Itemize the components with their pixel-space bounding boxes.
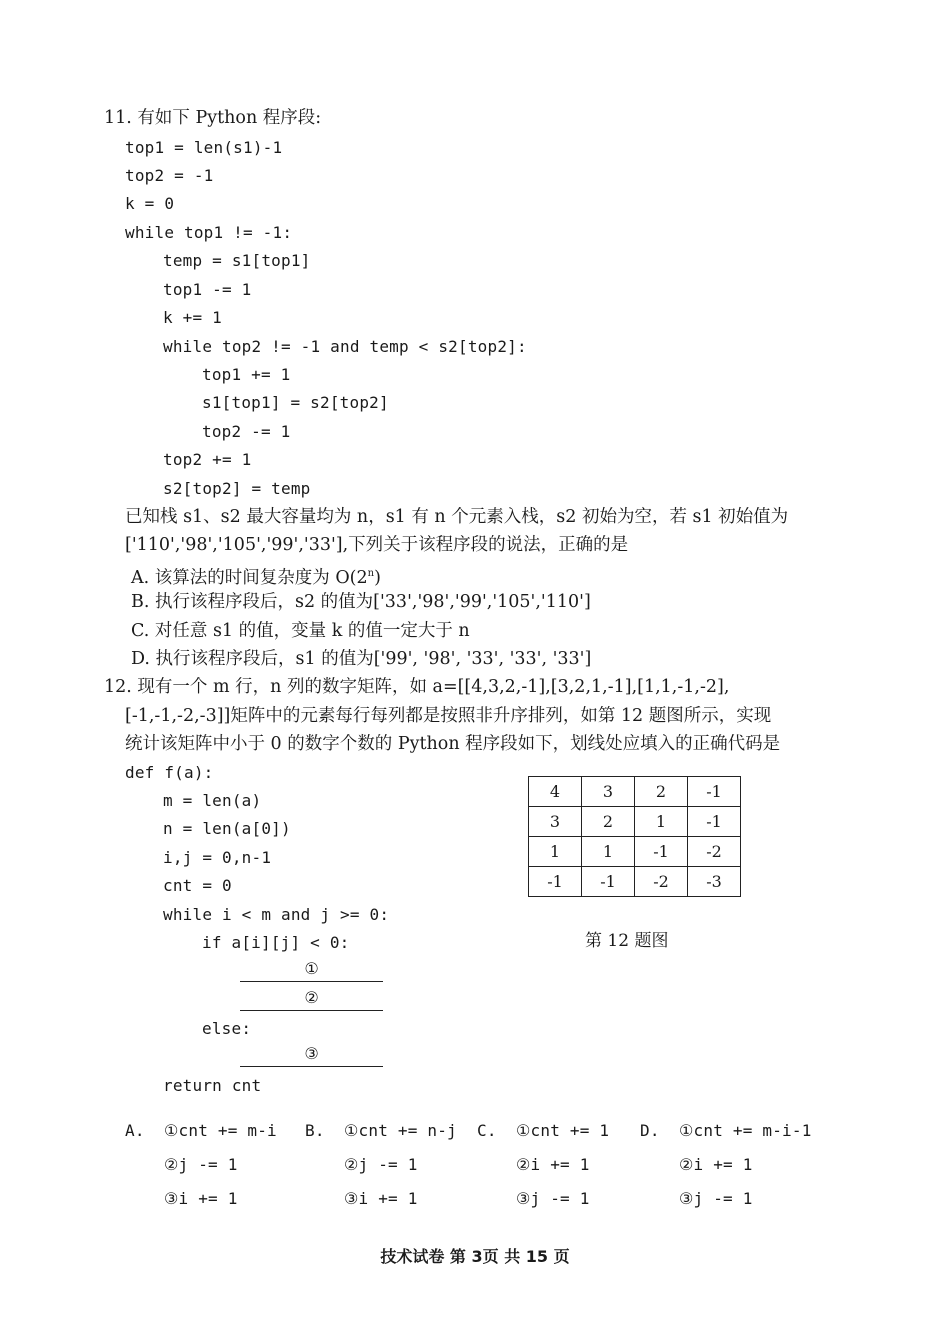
q12-option-c-line: ①cnt += 1 [516,1121,610,1140]
q11-code-line: top2 += 1 [163,450,252,469]
q12-option-d-line: ①cnt += m-i-1 [679,1121,812,1140]
q12-option-a-line: ②j -= 1 [164,1155,238,1174]
blank-2[interactable]: ② [240,988,383,1011]
q12-option-letter[interactable]: B. [305,1121,325,1140]
matrix-cell: 1 [635,807,688,837]
matrix-figure [528,776,741,897]
q12-code-line: n = len(a[0]) [163,819,291,838]
q12-stem: [-1,-1,-2,-3]]矩阵中的元素每行每列都是按照非升序排列，如第 12 题图所示，实现 [125,706,772,726]
q11-description: ['110','98','105','99','33'],下列关于该程序段的说法，正确的是 [125,535,629,555]
q11-code-line: k = 0 [125,194,175,213]
q12-code-line: def f(a): [125,763,214,782]
matrix-cell: -2 [635,867,688,897]
q11-option-a[interactable]: A. 该算法的时间复杂度为 O(2$^n$) [131,567,381,588]
matrix-cell: -1 [688,777,741,807]
q12-code-line: if a[i][j] < 0: [202,933,350,952]
figure-caption: 第 12 题图 [585,931,669,951]
q12-stem: 12. 现有一个 m 行，n 列的数字矩阵，如 a=[[4,3,2,-1],[3,2,1,-1],[1,1,-1,-2], [104,677,730,697]
q12-option-letter[interactable]: A. [125,1121,145,1140]
q11-code-line: while top2 != -1 and temp < s2[top2]: [163,337,527,356]
q11-code-line: top1 -= 1 [163,280,252,299]
q11-title: 11. 有如下 Python 程序段: [104,108,322,128]
q11-code-line: top1 += 1 [202,365,291,384]
q11-code-line: temp = s1[top1] [163,251,311,270]
q11-code-line: top1 = len(s1)-1 [125,138,283,157]
q11-option-b[interactable]: B. 执行该程序段后，s2 的值为['33','98','99','105','110'] [131,592,591,612]
matrix-cell: 1 [529,837,582,867]
matrix-cell: 3 [582,777,635,807]
page-footer: 技术试卷 第 3页 共 15 页 [380,1247,570,1266]
matrix-cell: 4 [529,777,582,807]
q12-option-letter[interactable]: C. [477,1121,497,1140]
matrix-cell: -2 [688,837,741,867]
q12-option-b-line: ①cnt += n-j [344,1121,457,1140]
blank-3[interactable]: ③ [240,1044,383,1067]
matrix-cell: 2 [582,807,635,837]
q12-code-line: return cnt [163,1076,262,1095]
q12-stem: 统计该矩阵中小于 0 的数字个数的 Python 程序段如下，划线处应填入的正确代码是 [125,734,781,754]
q12-option-a-line: ①cnt += m-i [164,1121,277,1140]
q11-code-line: k += 1 [163,308,222,327]
q12-code-line: cnt = 0 [163,876,232,895]
q11-code-line: top2 -= 1 [202,422,291,441]
q11-code-line: s2[top2] = temp [163,479,311,498]
q12-option-d-line: ②i += 1 [679,1155,753,1174]
q11-code-line: s1[top1] = s2[top2] [202,393,389,412]
q12-code-line: else: [202,1019,252,1038]
blank-1[interactable]: ① [240,959,383,982]
q12-option-a-line: ③i += 1 [164,1189,238,1208]
q11-code-line: while top1 != -1: [125,223,293,242]
q12-code-line: while i < m and j >= 0: [163,905,390,924]
q11-option-d[interactable]: D. 执行该程序段后，s1 的值为['99', '98', '33', '33', '33'] [131,649,592,669]
q12-option-c-line: ③j -= 1 [516,1189,590,1208]
matrix-cell: -1 [582,867,635,897]
q11-option-c[interactable]: C. 对任意 s1 的值，变量 k 的值一定大于 n [131,621,470,641]
matrix-cell: 2 [635,777,688,807]
q12-option-c-line: ②i += 1 [516,1155,590,1174]
matrix-cell: -3 [688,867,741,897]
q11-description: 已知栈 s1、s2 最大容量均为 n，s1 有 n 个元素入栈，s2 初始为空，若 s1 初始值为 [125,507,789,527]
matrix-cell: -1 [688,807,741,837]
matrix-cell: -1 [529,867,582,897]
q12-option-b-line: ②j -= 1 [344,1155,418,1174]
q12-option-d-line: ③j -= 1 [679,1189,753,1208]
q11-code-line: top2 = -1 [125,166,214,185]
q12-option-b-line: ③i += 1 [344,1189,418,1208]
matrix-cell: 1 [582,837,635,867]
q12-code-line: i,j = 0,n-1 [163,848,272,867]
q12-option-letter[interactable]: D. [640,1121,660,1140]
q12-code-line: m = len(a) [163,791,262,810]
matrix-cell: -1 [635,837,688,867]
matrix-cell: 3 [529,807,582,837]
